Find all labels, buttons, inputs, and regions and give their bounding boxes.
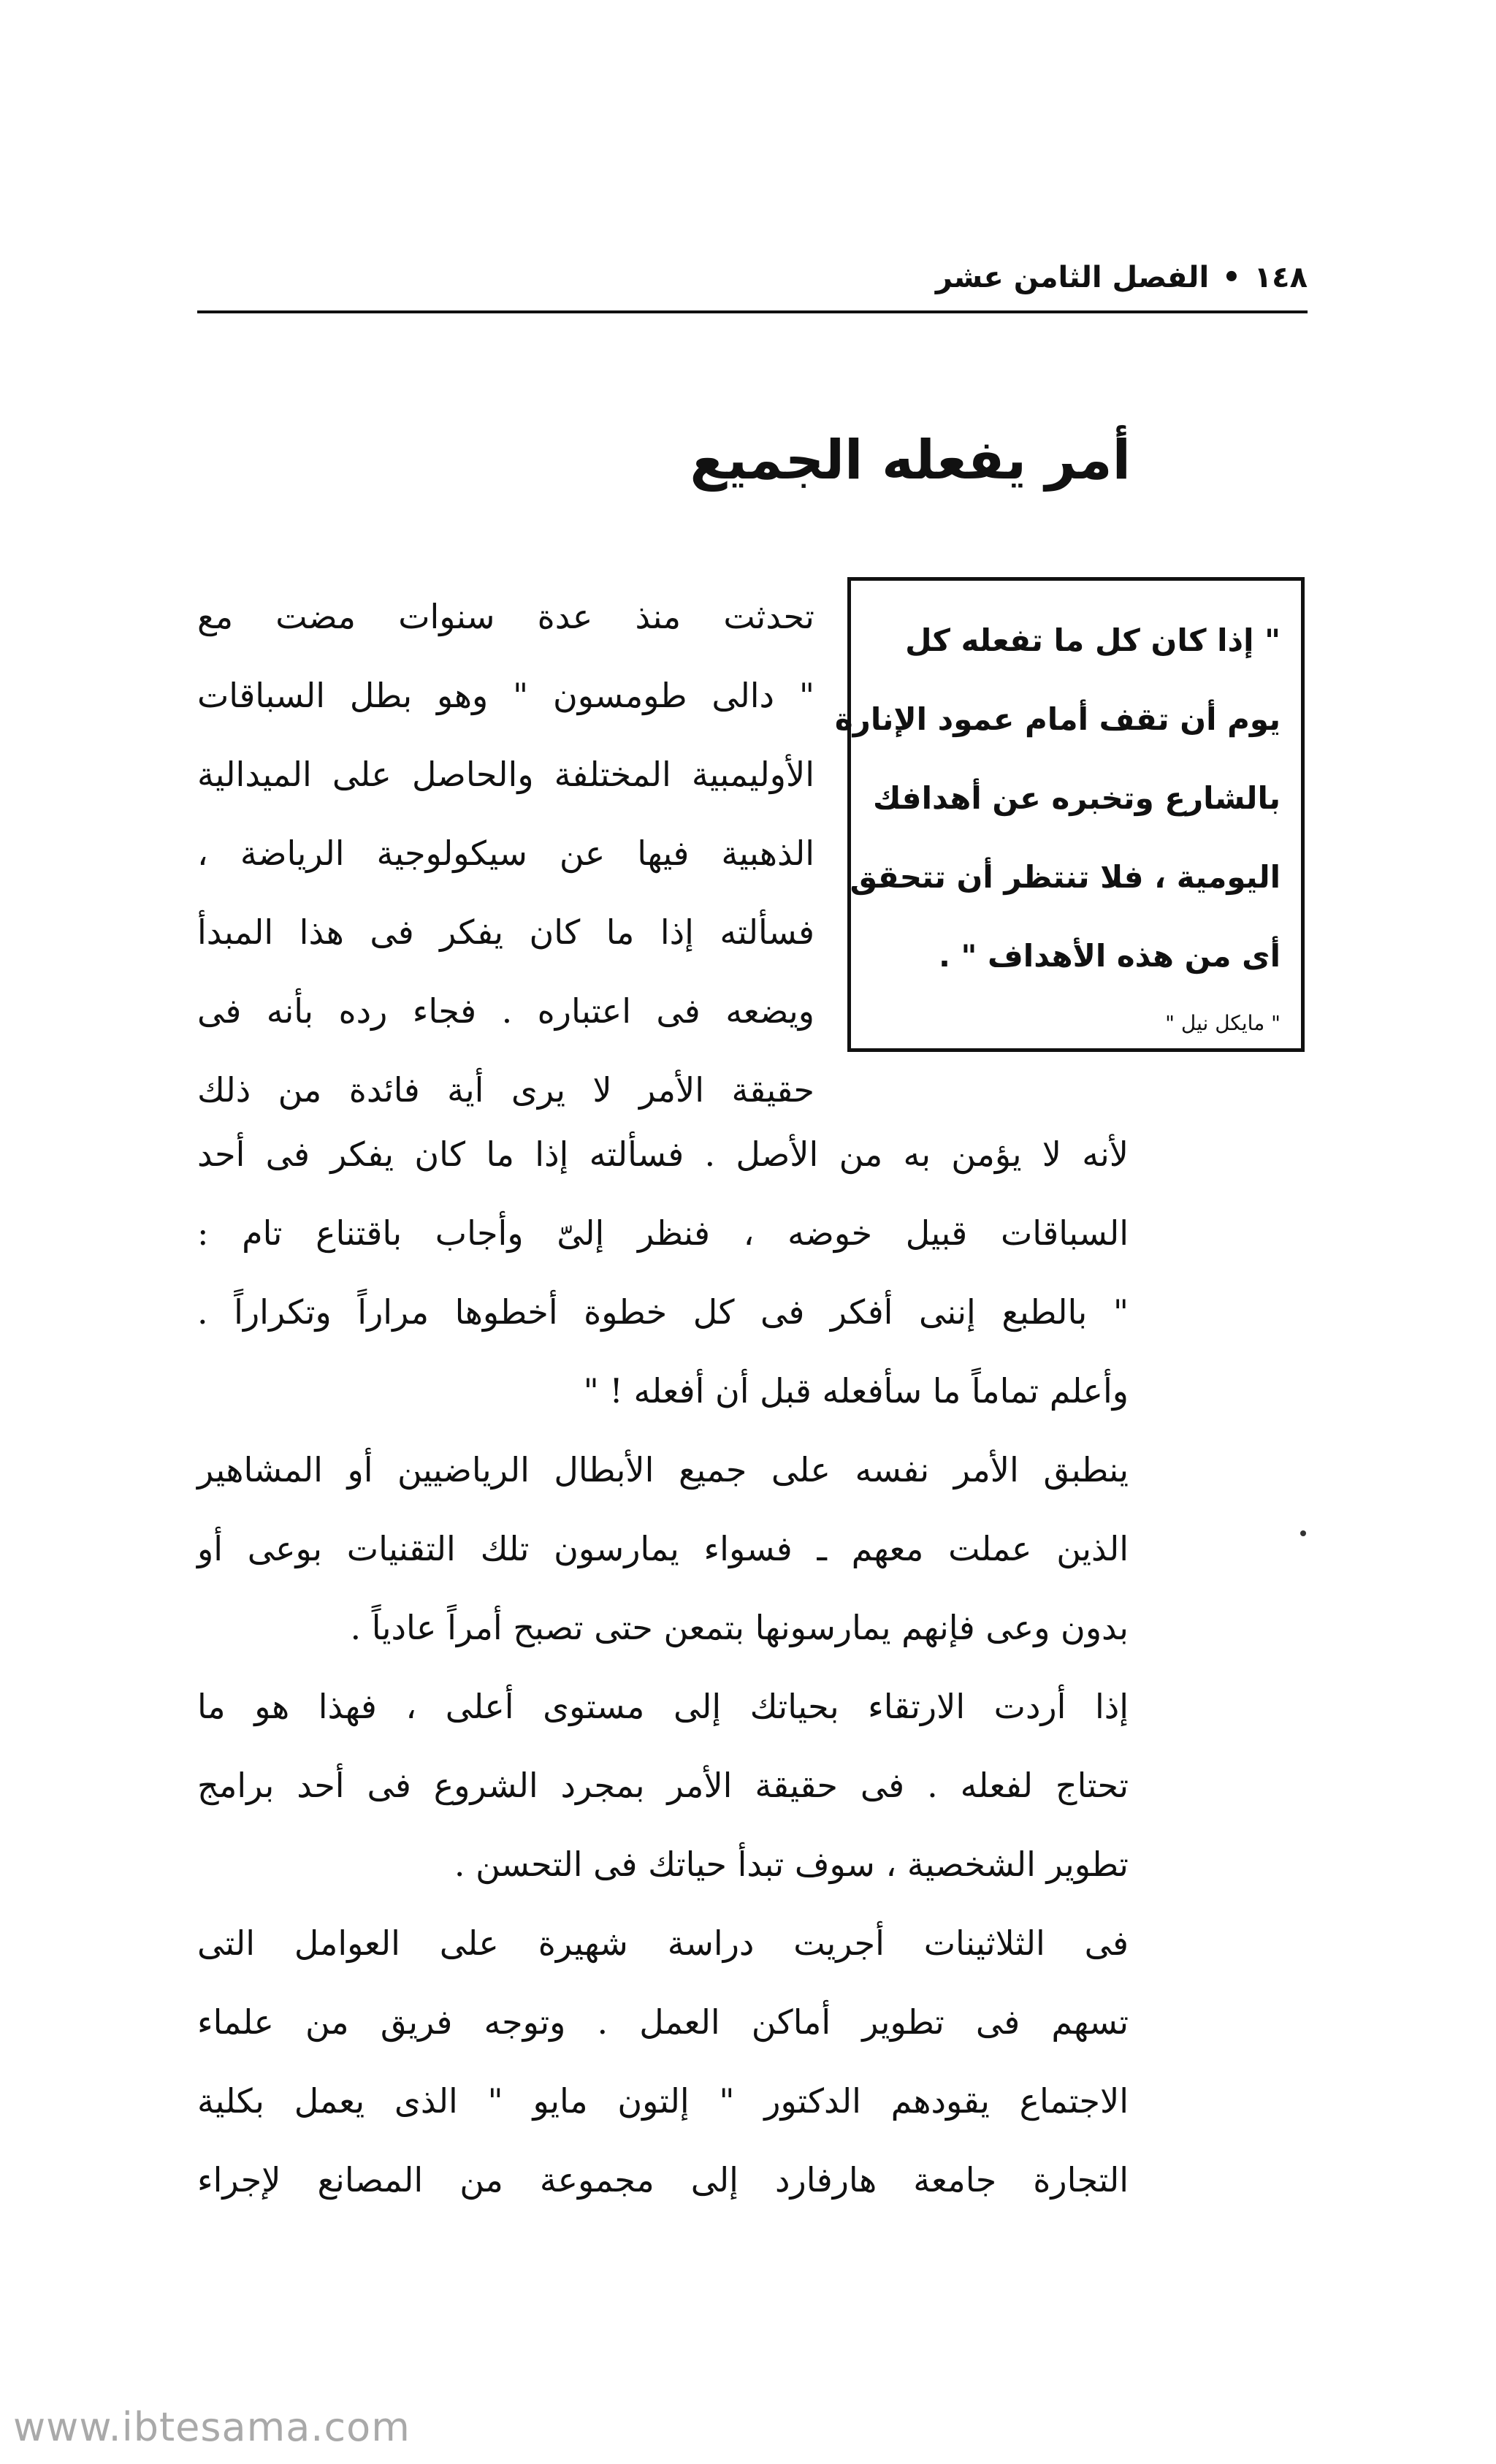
text-line: ويضعه فى اعتباره . فجاء رده بأنه فى — [197, 991, 814, 1031]
quote-box — [834, 577, 1305, 1052]
running-header — [197, 248, 1308, 314]
text-line: تحتاج لفعله . فى حقيقة الأمر بمجرد الشروع فى أحد برامج — [197, 1766, 1129, 1805]
chapter-title: الفصل الثامن عشر — [935, 261, 1210, 294]
paragraph-end-line: وأعلم تماماً ما سأفعله قبل أن أفعله ! " — [583, 1371, 1129, 1411]
text-line: فسألته إذا ما كان يفكر فى هذا المبدأ — [197, 912, 814, 952]
bullet-separator: • — [1222, 261, 1241, 294]
text-line: تحدثت منذ عدة سنوات مضت مع — [197, 597, 814, 636]
text-line: الأوليمبية المختلفة والحاصل على الميدالية — [197, 755, 814, 794]
text-line: حقيقة الأمر لا يرى أية فائدة من ذلك — [197, 1070, 814, 1110]
text-line: فى الثلاثينات أجريت دراسة شهيرة على العوامل التى — [197, 1923, 1129, 1963]
header-rule — [197, 310, 1308, 313]
text-line: إذا أردت الارتقاء بحياتك إلى مستوى أعلى ، فهذا هو ما — [197, 1687, 1129, 1726]
quote-author: " مايكل نيل " — [1165, 1011, 1281, 1035]
quote-line: " إذا كان كل ما تفعله كل — [905, 622, 1281, 658]
quote-line: بالشارع وتخبره عن أهدافك — [872, 780, 1281, 816]
paragraph-end-line: تطوير الشخصية ، سوف تبدأ حياتك فى التحسن . — [454, 1845, 1129, 1884]
text-line: الذهبية فيها عن سيكولوجية الرياضة ، — [197, 834, 814, 873]
text-line: " دالى طومسون " وهو بطل السباقات — [197, 676, 814, 715]
quote-line: اليومية ، فلا تنتظر أن تتحقق — [850, 859, 1281, 895]
stray-ink-mark — [1300, 1530, 1306, 1536]
text-line: الذين عملت معهم ـ فسواء يمارسون تلك التقنيات بوعى أو — [197, 1529, 1129, 1568]
narrow-text-column — [197, 577, 814, 1129]
quote-line: أى من هذه الأهداف " . — [938, 938, 1281, 974]
section-title: أمر يفعله الجميع — [690, 429, 1131, 492]
text-line: السباقات قبيل خوضه ، فنظر إلىّ وأجاب باقتناع تام : — [197, 1213, 1129, 1253]
header-text — [936, 256, 1308, 300]
quote-line: يوم أن تقف أمام عمود الإنارة — [834, 701, 1281, 737]
text-line: " بالطبع إننى أفكر فى كل خطوة أخطوها مراراً وتكراراً . — [197, 1292, 1129, 1332]
watermark: www.ibtesama.com — [13, 2404, 411, 2450]
text-line: ينطبق الأمر نفسه على جميع الأبطال الرياضيين أو المشاهير — [197, 1450, 1129, 1490]
text-line: تسهم فى تطوير أماكن العمل . وتوجه فريق من علماء — [197, 2002, 1129, 2042]
text-line: لأنه لا يؤمن به من الأصل . فسألته إذا ما كان يفكر فى أحد — [197, 1134, 1129, 1174]
text-line: التجارة جامعة هارفارد إلى مجموعة من المصانع لإجراء — [197, 2160, 1129, 2200]
text-line: الاجتماع يقودهم الدكتور " إلتون مايو " الذى يعمل بكلية — [197, 2081, 1129, 2121]
page-number: ١٤٨ — [1253, 261, 1308, 294]
body-text-column — [197, 1115, 1129, 2219]
paragraph-end-line: بدون وعى فإنهم يمارسونها بتمعن حتى تصبح أمراً عادياً . — [350, 1608, 1129, 1647]
